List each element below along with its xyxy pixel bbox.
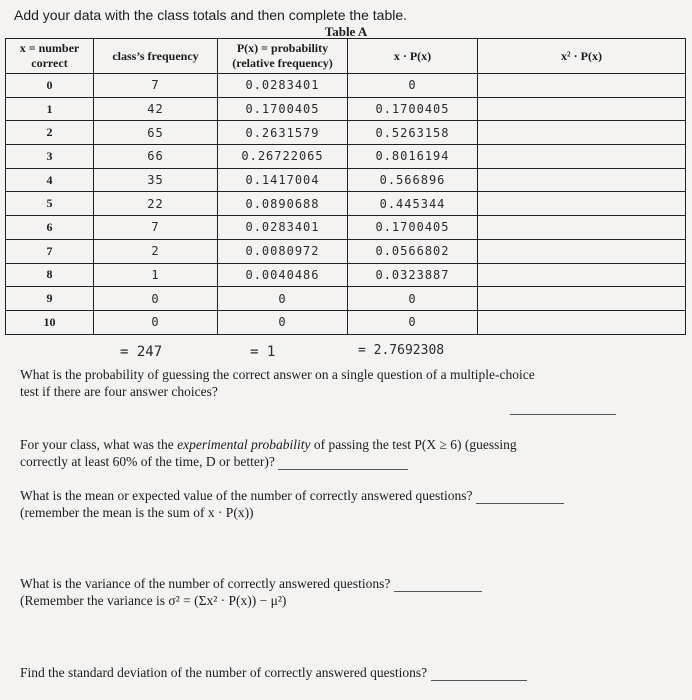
cell-x-squared-times-p[interactable] xyxy=(478,74,686,98)
question-4: What is the variance of the number of correctly answered questions? (Remember the variance is σ² = (Σx² · P(x)) − μ²) xyxy=(20,575,680,609)
cell-x: 6 xyxy=(6,216,94,240)
cell-x: 10 xyxy=(6,310,94,334)
cell-x-squared-times-p[interactable] xyxy=(478,121,686,145)
cell-probability: 0 xyxy=(218,287,348,311)
cell-frequency: 7 xyxy=(94,74,218,98)
table-row xyxy=(6,192,686,216)
total-frequency: = 247 xyxy=(120,344,163,360)
cell-x-times-p: 0 xyxy=(348,74,478,98)
cell-x-times-p: 0 xyxy=(348,310,478,334)
question-1: What is the probability of guessing the correct answer on a single question of a multiple-choice test if there are four answer choices? xyxy=(20,367,535,399)
cell-x: 1 xyxy=(6,97,94,121)
cell-x-times-p: 0.1700405 xyxy=(348,97,478,121)
cell-x-times-p: 0.8016194 xyxy=(348,145,478,169)
cell-frequency: 35 xyxy=(94,168,218,192)
cell-frequency: 2 xyxy=(94,239,218,263)
question-2: For your class, what was the experimental probability of passing the test P(X ≥ 6) (guessing correctly at least 60% of the time, D or better)? xyxy=(20,437,517,469)
cell-frequency: 22 xyxy=(94,192,218,216)
cell-x-squared-times-p[interactable] xyxy=(478,263,686,287)
cell-probability: 0.0283401 xyxy=(218,216,348,240)
cell-x-times-p: 0.0566802 xyxy=(348,239,478,263)
cell-frequency: 7 xyxy=(94,216,218,240)
cell-x: 2 xyxy=(6,121,94,145)
answer-blank-2[interactable] xyxy=(278,456,408,470)
cell-frequency: 66 xyxy=(94,145,218,169)
table-row xyxy=(6,310,686,334)
answer-blank-5[interactable] xyxy=(431,667,527,681)
table-row xyxy=(6,145,686,169)
cell-x-squared-times-p[interactable] xyxy=(478,192,686,216)
cell-x: 4 xyxy=(6,168,94,192)
question-3: What is the mean or expected value of the number of correctly answered questions? (remember the mean is the sum of x · P(x)) xyxy=(20,487,680,521)
cell-x-squared-times-p[interactable] xyxy=(478,287,686,311)
cell-probability: 0.0040486 xyxy=(218,263,348,287)
cell-frequency: 42 xyxy=(94,97,218,121)
cell-x: 0 xyxy=(6,74,94,98)
cell-probability: 0.1417004 xyxy=(218,168,348,192)
table-row xyxy=(6,239,686,263)
total-probability: = 1 xyxy=(250,344,276,360)
cell-x: 3 xyxy=(6,145,94,169)
table-row xyxy=(6,168,686,192)
table-row xyxy=(6,97,686,121)
header-frequency: class’s frequency xyxy=(94,39,218,74)
cell-probability: 0.0080972 xyxy=(218,239,348,263)
cell-x: 7 xyxy=(6,239,94,263)
header-x: x = number correct xyxy=(6,39,94,74)
cell-probability: 0.1700405 xyxy=(218,97,348,121)
header-x-squared-times-p: x² · P(x) xyxy=(478,39,686,74)
table-row xyxy=(6,74,686,98)
cell-x: 5 xyxy=(6,192,94,216)
cell-frequency: 0 xyxy=(94,287,218,311)
cell-x-squared-times-p[interactable] xyxy=(478,239,686,263)
instruction-text: Add your data with the class totals and then complete the table. xyxy=(14,7,408,23)
cell-frequency: 65 xyxy=(94,121,218,145)
cell-probability: 0 xyxy=(218,310,348,334)
cell-probability: 0.0283401 xyxy=(218,74,348,98)
probability-table xyxy=(5,38,686,335)
table-title: Table A xyxy=(324,24,368,39)
cell-x-times-p: 0.566896 xyxy=(348,168,478,192)
cell-frequency: 0 xyxy=(94,310,218,334)
cell-x-squared-times-p[interactable] xyxy=(478,216,686,240)
table-header-row xyxy=(6,39,686,74)
total-x-times-p: = 2.7692308 xyxy=(358,343,445,358)
cell-x-times-p: 0.445344 xyxy=(348,192,478,216)
cell-x-times-p: 0.1700405 xyxy=(348,216,478,240)
table-row xyxy=(6,287,686,311)
cell-x: 9 xyxy=(6,287,94,311)
cell-probability: 0.2631579 xyxy=(218,121,348,145)
cell-x-times-p: 0 xyxy=(348,287,478,311)
cell-x-squared-times-p[interactable] xyxy=(478,168,686,192)
answer-blank-1[interactable] xyxy=(510,400,616,415)
header-probability: P(x) = probability (relative frequency) xyxy=(218,39,348,74)
answer-blank-3[interactable] xyxy=(476,490,564,504)
cell-x: 8 xyxy=(6,263,94,287)
header-x-times-p: x · P(x) xyxy=(348,39,478,74)
cell-x-times-p: 0.0323887 xyxy=(348,263,478,287)
question-5: Find the standard deviation of the number of correctly answered questions? xyxy=(20,664,680,681)
cell-frequency: 1 xyxy=(94,263,218,287)
cell-x-squared-times-p[interactable] xyxy=(478,145,686,169)
table-row xyxy=(6,216,686,240)
table-row xyxy=(6,121,686,145)
cell-probability: 0.26722065 xyxy=(218,145,348,169)
cell-probability: 0.0890688 xyxy=(218,192,348,216)
answer-blank-4[interactable] xyxy=(394,578,482,592)
table-row xyxy=(6,263,686,287)
cell-x-squared-times-p[interactable] xyxy=(478,310,686,334)
cell-x-squared-times-p[interactable] xyxy=(478,97,686,121)
cell-x-times-p: 0.5263158 xyxy=(348,121,478,145)
